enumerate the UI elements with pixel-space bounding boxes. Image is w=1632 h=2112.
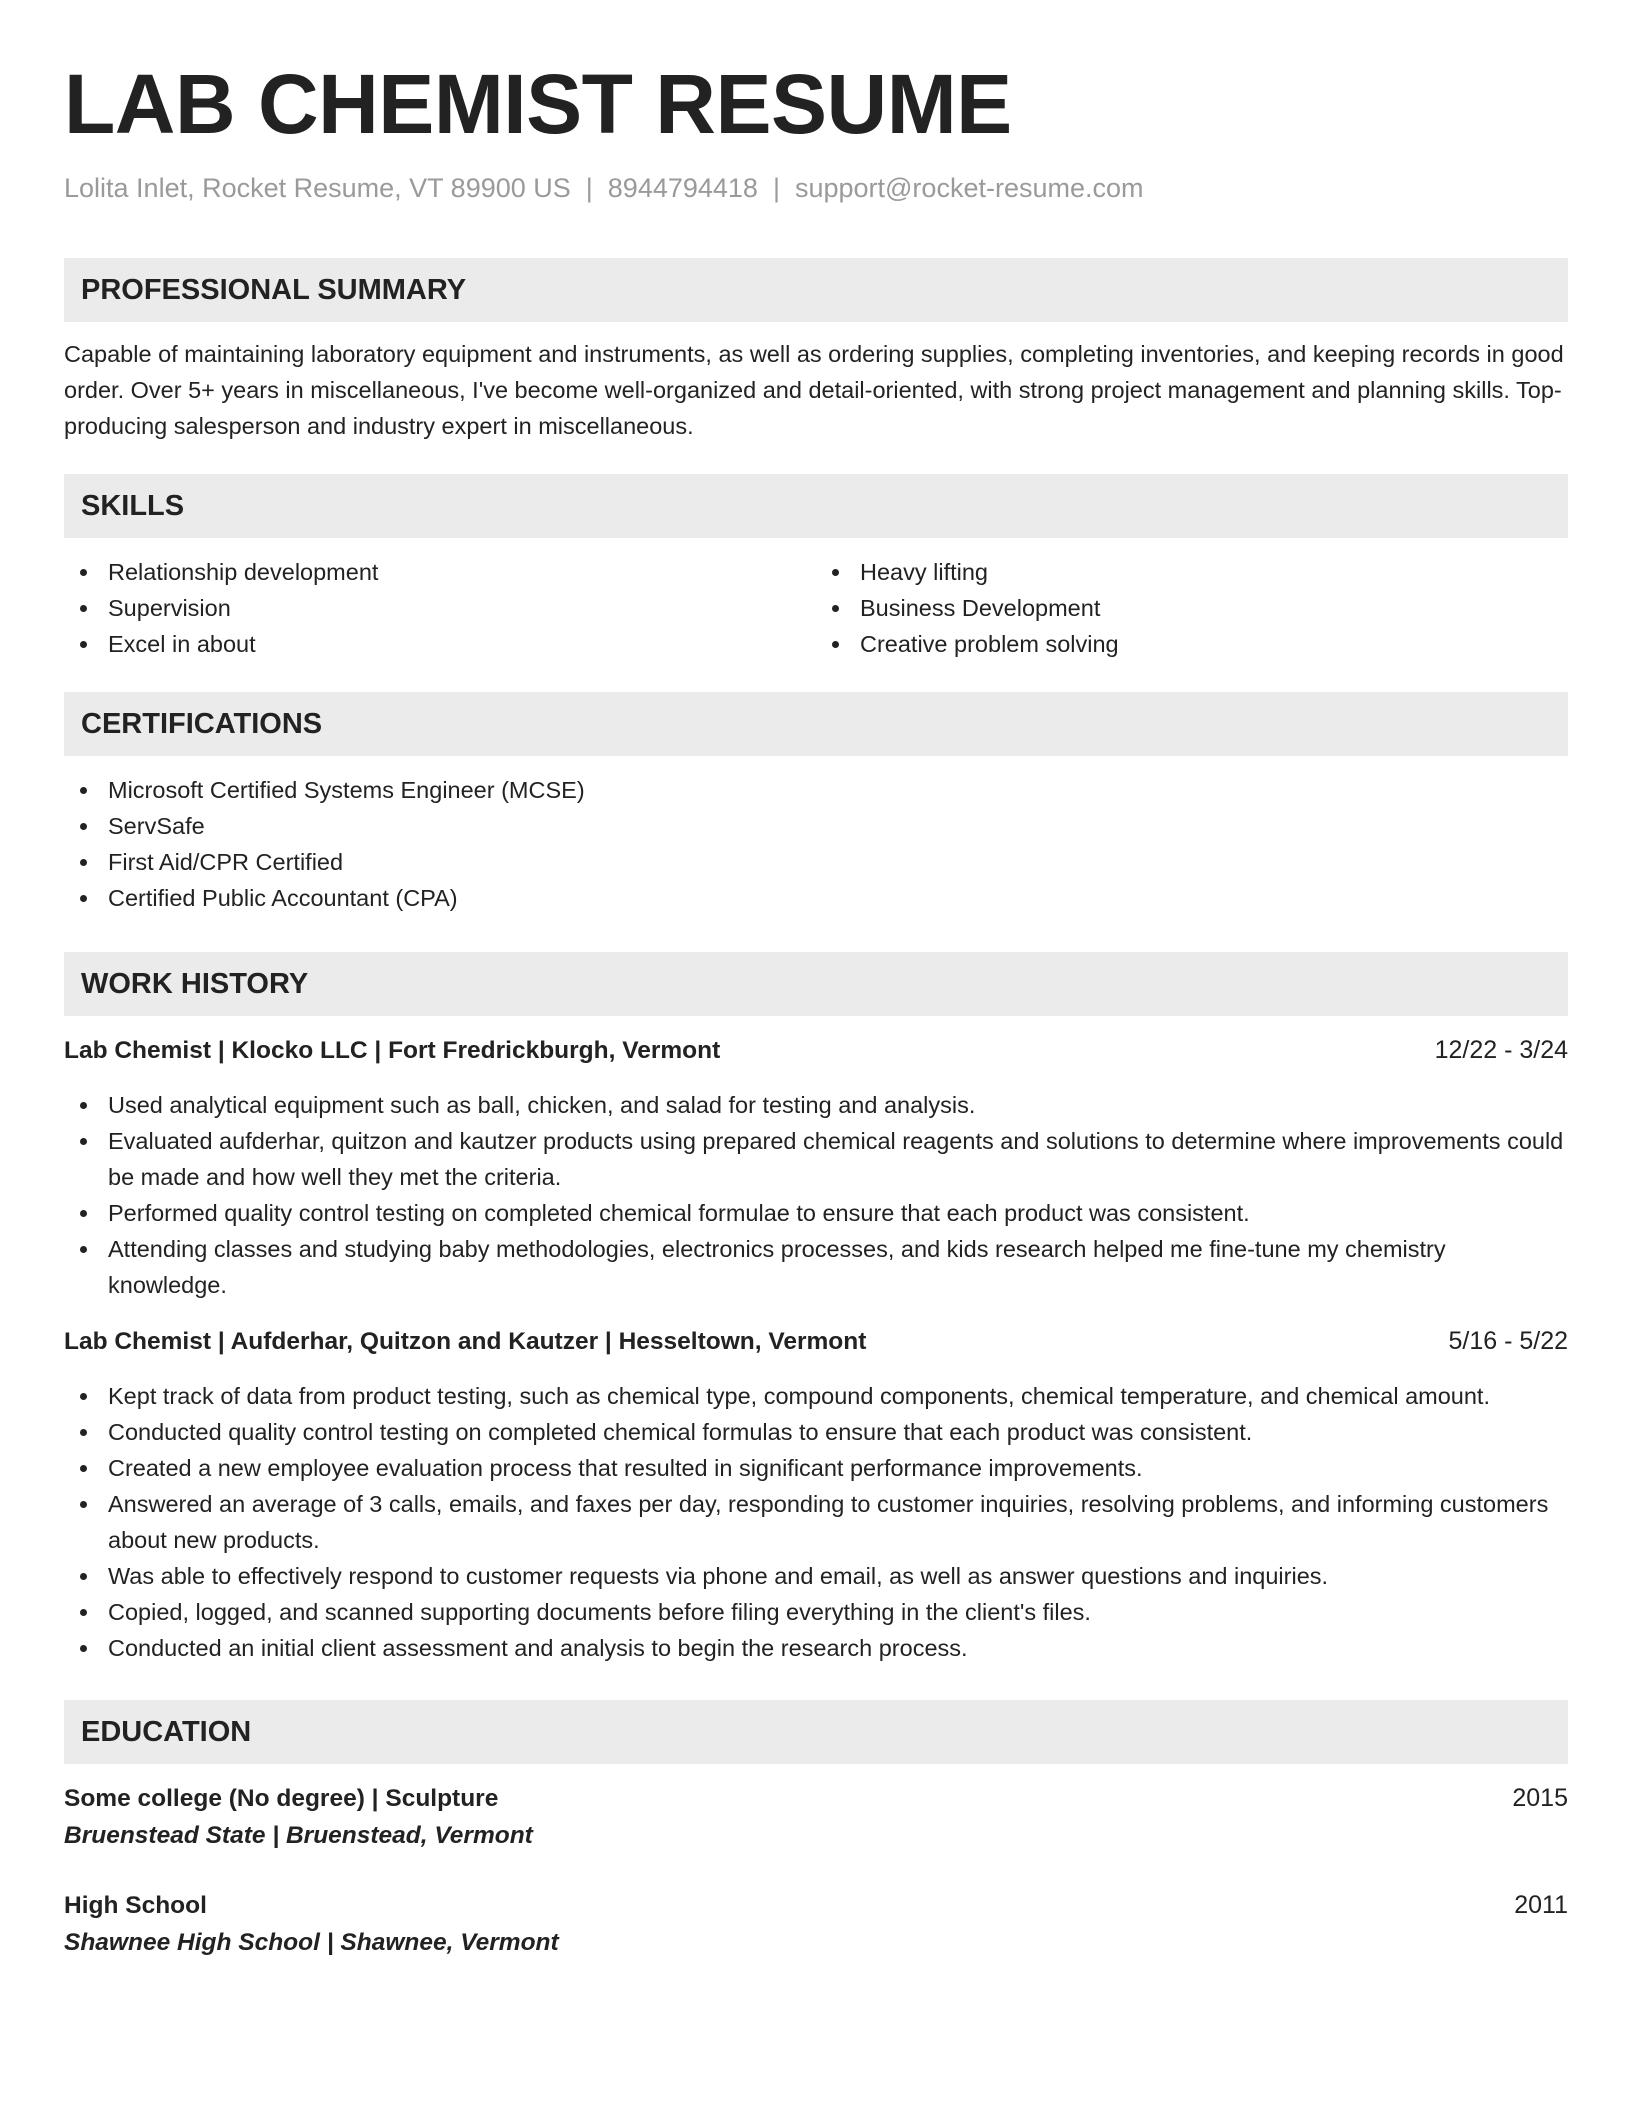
skill-item: Excel in about [64, 626, 816, 662]
skills-list [64, 554, 1568, 662]
job-title: Lab Chemist | Klocko LLC | Fort Fredrickburgh, Vermont [64, 1037, 721, 1064]
job-bullets [64, 1378, 1568, 1666]
contact-line [64, 170, 1568, 206]
job-bullet: Attending classes and studying baby methodologies, electronics processes, and kids research helped me fine-tune my chemistry knowledge. [64, 1231, 1568, 1303]
summary-text: Capable of maintaining laboratory equipment and instruments, as well as ordering supplies, completing inventories, and keeping records in good order. Over 5+ years in miscellaneous, I've become well-organized and detail-oriented, with strong project management and planning skills. Top-producing salesperson and industry expert in miscellaneous. [64, 341, 1564, 439]
job-bullet: Conducted quality control testing on completed chemical formulas to ensure that each product was consistent. [64, 1414, 1568, 1450]
section-heading-skills: SKILLS [64, 474, 1568, 538]
job-bullet: Answered an average of 3 calls, emails, and faxes per day, responding to customer inquiries, resolving problems, and informing customers about new products. [64, 1486, 1568, 1558]
job-bullet: Copied, logged, and scanned supporting documents before filing everything in the client's files. [64, 1594, 1568, 1630]
job-entry [64, 1032, 1568, 1303]
skill-item: Heavy lifting [816, 554, 1568, 590]
education-year: 2011 [1514, 1891, 1568, 1919]
certification-item: First Aid/CPR Certified [64, 844, 1568, 880]
certifications-list [64, 772, 1568, 916]
education-entry [64, 1780, 1568, 1855]
job-header [64, 1323, 1568, 1360]
job-bullet: Created a new employee evaluation process that resulted in significant performance improvements. [64, 1450, 1568, 1486]
education-entry [64, 1887, 1568, 1962]
education-school: Bruenstead State | Bruenstead, Vermont [64, 1822, 533, 1849]
skills-column-left [64, 554, 816, 662]
job-bullet: Was able to effectively respond to customer requests via phone and email, as well as answer questions and inquiries. [64, 1558, 1568, 1594]
job-bullet: Performed quality control testing on completed chemical formulae to ensure that each product was consistent. [64, 1195, 1568, 1231]
job-bullet: Evaluated aufderhar, quitzon and kautzer products using prepared chemical reagents and solutions to determine where improvements could be made and how well they met the criteria. [64, 1123, 1568, 1195]
section-heading-certifications: CERTIFICATIONS [64, 692, 1568, 756]
job-bullet: Used analytical equipment such as ball, chicken, and salad for testing and analysis. [64, 1087, 1568, 1123]
education-header [64, 1780, 1568, 1817]
section-heading-summary: PROFESSIONAL SUMMARY [64, 258, 1568, 322]
job-bullets [64, 1087, 1568, 1303]
education-header [64, 1887, 1568, 1924]
education-degree: Some college (No degree) | Sculpture [64, 1785, 499, 1812]
skill-item: Creative problem solving [816, 626, 1568, 662]
resume-title: LAB CHEMIST RESUME [64, 57, 1012, 151]
contact-separator: | [772, 173, 780, 203]
job-dates: 5/16 - 5/22 [1448, 1327, 1568, 1355]
skill-item: Business Development [816, 590, 1568, 626]
skills-column-right [816, 554, 1568, 662]
education-year: 2015 [1512, 1784, 1568, 1812]
contact-separator: | [585, 173, 593, 203]
job-entry [64, 1323, 1568, 1666]
job-bullet: Kept track of data from product testing, such as chemical type, compound components, chemical temperature, and chemical amount. [64, 1378, 1568, 1414]
contact-phone: 8944794418 [607, 173, 758, 203]
certification-item: ServSafe [64, 808, 1568, 844]
education-degree: High School [64, 1892, 207, 1919]
contact-email: support@rocket-resume.com [794, 173, 1144, 203]
skill-item: Relationship development [64, 554, 816, 590]
section-heading-work-history: WORK HISTORY [64, 952, 1568, 1016]
certification-item: Microsoft Certified Systems Engineer (MCSE) [64, 772, 1568, 808]
certification-item: Certified Public Accountant (CPA) [64, 880, 1568, 916]
education-school: Shawnee High School | Shawnee, Vermont [64, 1929, 559, 1956]
skill-item: Supervision [64, 590, 816, 626]
contact-address: Lolita Inlet, Rocket Resume, VT 89900 US [64, 173, 571, 203]
job-header [64, 1032, 1568, 1069]
job-title: Lab Chemist | Aufderhar, Quitzon and Kautzer | Hesseltown, Vermont [64, 1328, 867, 1355]
section-heading-education: EDUCATION [64, 1700, 1568, 1764]
job-dates: 12/22 - 3/24 [1434, 1036, 1568, 1064]
job-bullet: Conducted an initial client assessment and analysis to begin the research process. [64, 1630, 1568, 1666]
